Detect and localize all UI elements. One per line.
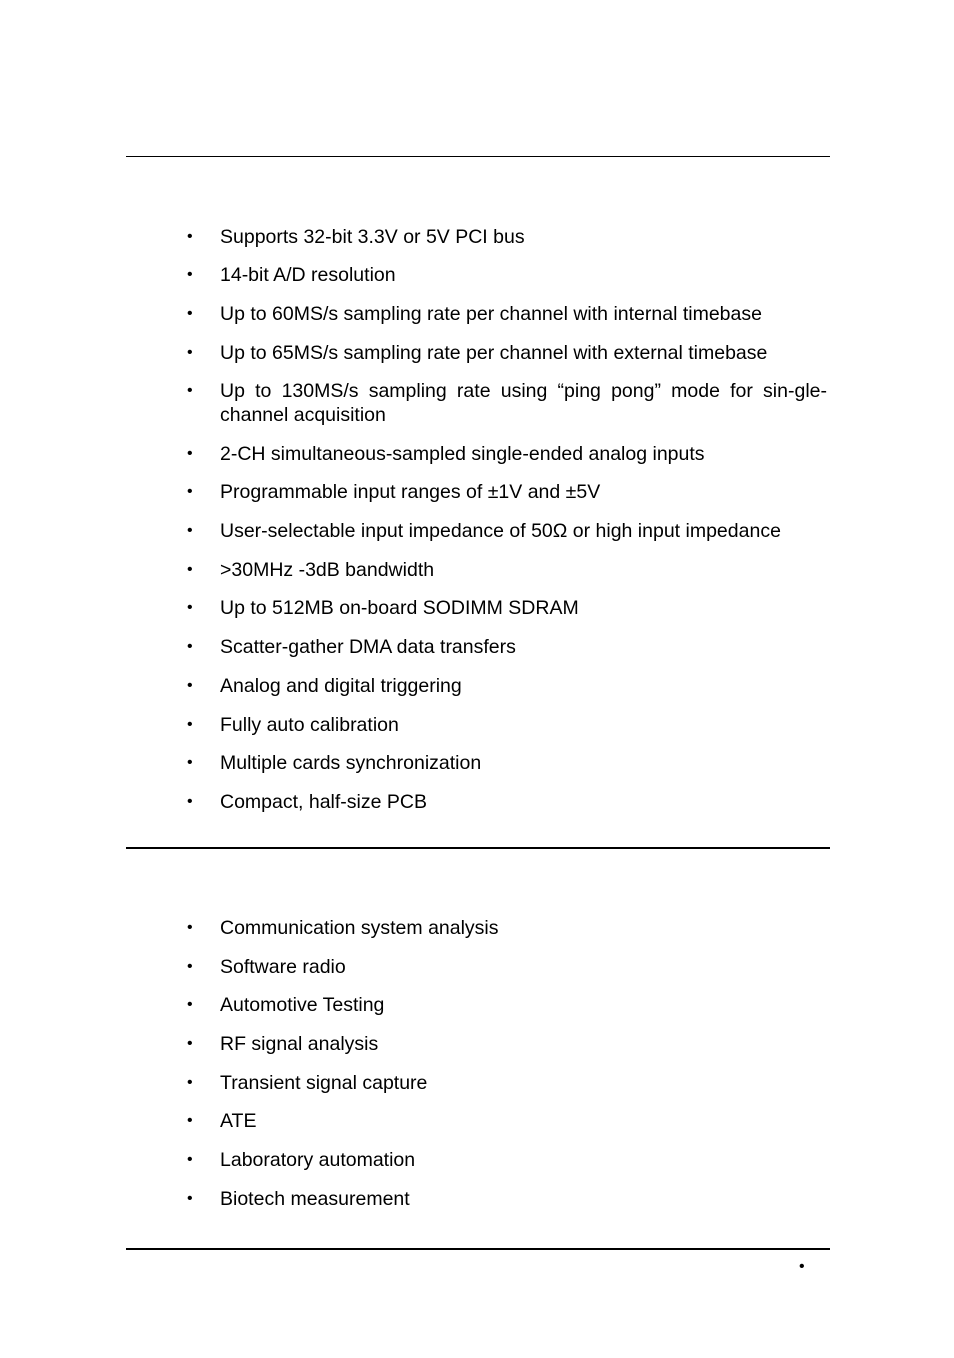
application-text: Communication system analysis [220, 917, 499, 939]
bullet-icon: • [187, 1190, 193, 1207]
bullet-icon: • [187, 1035, 193, 1052]
feature-text: Up to 60MS/s sampling rate per channel with internal timebase [220, 303, 762, 325]
application-text: Biotech measurement [220, 1188, 410, 1210]
footer-bullet: • [799, 1258, 805, 1275]
applications-heading-rule [126, 847, 830, 849]
feature-text: Supports 32-bit 3.3V or 5V PCI bus [220, 226, 525, 248]
bullet-icon: • [187, 716, 193, 733]
bullet-icon: • [187, 1112, 193, 1129]
feature-text: Fully auto calibration [220, 714, 399, 736]
feature-text: Programmable input ranges of ±1V and ±5V [220, 481, 601, 503]
bullet-icon: • [187, 677, 193, 694]
feature-text: Multiple cards synchronization [220, 752, 482, 774]
bullet-icon: • [187, 958, 193, 975]
application-text: Software radio [220, 956, 346, 978]
feature-text: User-selectable input impedance of 50Ω or high input impedance [220, 520, 781, 542]
bullet-icon: • [187, 561, 193, 578]
feature-text: >30MHz -3dB bandwidth [220, 559, 435, 581]
bullet-icon: • [187, 754, 193, 771]
features-heading-rule [126, 156, 830, 157]
bullet-icon: • [187, 638, 193, 655]
feature-text: Analog and digital triggering [220, 675, 462, 697]
bullet-icon: • [187, 228, 193, 245]
feature-text: 14-bit A/D resolution [220, 264, 396, 286]
bullet-icon: • [187, 1074, 193, 1091]
feature-text: Up to 130MS/s sampling rate using “ping pong” mode for sin-gle-channel acquisition [220, 380, 827, 426]
feature-text: Compact, half-size PCB [220, 791, 427, 813]
application-text: ATE [220, 1110, 257, 1132]
application-text: Transient signal capture [220, 1072, 428, 1094]
application-text: Laboratory automation [220, 1149, 416, 1171]
bullet-icon: • [187, 793, 193, 810]
application-text: Automotive Testing [220, 994, 385, 1016]
bullet-icon: • [187, 522, 193, 539]
bullet-icon: • [187, 599, 193, 616]
footer-rule [126, 1248, 830, 1250]
bullet-icon: • [187, 305, 193, 322]
feature-text: Scatter-gather DMA data transfers [220, 636, 516, 658]
bullet-icon: • [187, 483, 193, 500]
feature-text: Up to 65MS/s sampling rate per channel with external timebase [220, 342, 768, 364]
bullet-icon: • [187, 382, 193, 399]
feature-text: Up to 512MB on-board SODIMM SDRAM [220, 597, 579, 619]
bullet-icon: • [187, 996, 193, 1013]
feature-text: 2-CH simultaneous-sampled single-ended analog inputs [220, 443, 705, 465]
application-text: RF signal analysis [220, 1033, 379, 1055]
bullet-icon: • [187, 266, 193, 283]
bullet-icon: • [187, 445, 193, 462]
bullet-icon: • [187, 344, 193, 361]
bullet-icon: • [187, 1151, 193, 1168]
bullet-icon: • [187, 919, 193, 936]
